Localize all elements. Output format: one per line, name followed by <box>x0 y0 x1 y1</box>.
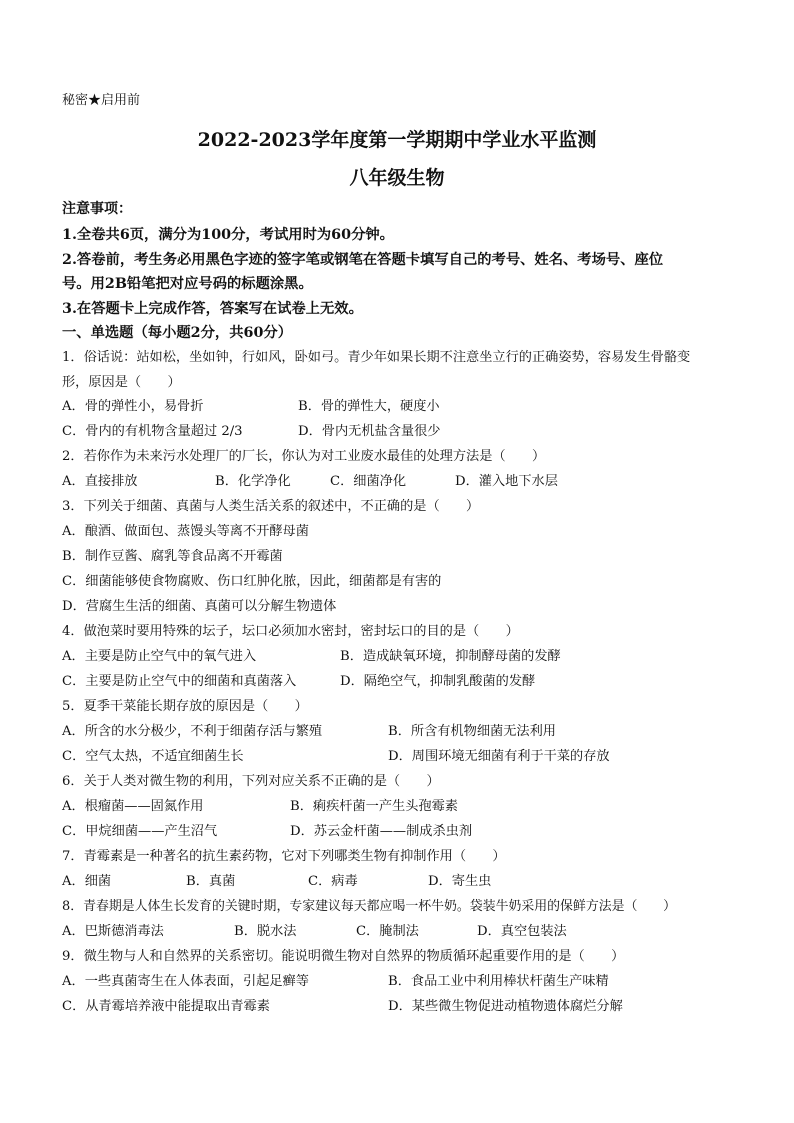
option-d: D．寄生虫 <box>428 874 492 889</box>
question-stem: 1．俗话说：站如松，坐如钟，行如风，卧如弓。青少年如果长期不注意坐立行的正确姿势，容易发生骨骼变 <box>62 350 691 365</box>
option-c: C．主要是防止空气中的细菌和真菌落入 <box>62 674 297 689</box>
question-stem: 3．下列关于细菌、真菌与人类生活关系的叙述中，不正确的是（ ） <box>62 499 480 514</box>
option-a: A．细菌 <box>62 874 112 889</box>
option-b: B．制作豆酱、腐乳等食品离不开霉菌 <box>62 549 283 564</box>
notice-item: 3.在答题卡上完成作答，答案写在试卷上无效。 <box>62 301 363 317</box>
notice-item: 号。用2B铅笔把对应号码的标题涂黑。 <box>62 276 313 292</box>
question-stem: 5．夏季干菜能长期存放的原因是（ ） <box>62 699 308 714</box>
option-b: B．痢疾杆菌一产生头孢霉素 <box>290 799 458 814</box>
question-stem: 4．做泡菜时要用特殊的坛子，坛口必须加水密封，密封坛口的目的是（ ） <box>62 624 519 639</box>
option-a: A．根瘤菌——固氮作用 <box>62 799 204 814</box>
option-a: A．一些真菌寄生在人体表面，引起足癣等 <box>62 974 309 989</box>
question-stem: 形，原因是（ ） <box>62 375 181 390</box>
notice-heading: 注意事项： <box>62 201 132 217</box>
question-stem: 8．青春期是人体生长发育的关键时期，专家建议每天都应喝一杯牛奶。袋装牛奶采用的保鲜方法是（ ） <box>62 899 677 914</box>
option-c: C．骨内的有机物含量超过 2/3 <box>62 424 243 439</box>
notice-item: 1.全卷共6页，满分为100分，考试用时为60分钟。 <box>62 227 394 243</box>
notice-item: 2.答卷前，考生务必用黑色字迹的签字笔或钢笔在答题卡填写自己的考号、姓名、考场号、座位 <box>62 252 664 268</box>
exam-title: 2022-2023学年度第一学期期中学业水平监测 <box>197 129 597 151</box>
option-a: A．主要是防止空气中的氧气进入 <box>62 649 257 664</box>
option-b: B．骨的弹性大，硬度小 <box>298 399 440 414</box>
option-d: D．隔绝空气，抑制乳酸菌的发酵 <box>340 674 536 689</box>
question-stem: 6．关于人类对微生物的利用，下列对应关系不正确的是（ ） <box>62 774 440 789</box>
option-b: B．所含有机物细菌无法利用 <box>388 724 556 739</box>
question-stem: 7．青霉素是一种著名的抗生素药物，它对下列哪类生物有抑制作用（ ） <box>62 849 506 864</box>
option-c: C．甲烷细菌——产生沼气 <box>62 824 218 839</box>
option-b: B．真菌 <box>186 874 236 889</box>
question-stem: 9．微生物与人和自然界的关系密切。能说明微生物对自然界的物质循环起重要作用的是（ ） <box>62 949 625 964</box>
option-d: D．周围环境无细菌有利于干菜的存放 <box>388 749 610 764</box>
question-stem: 2．若你作为未来污水处理厂的厂长，你认为对工业废水最佳的处理方法是（ ） <box>62 449 546 464</box>
option-c: C．腌制法 <box>356 924 419 939</box>
option-a: A．直接排放 <box>62 474 138 489</box>
option-d: D．骨内无机盐含量很少 <box>298 424 441 439</box>
option-d: D．苏云金杆菌——制成杀虫剂 <box>290 824 473 839</box>
option-b: B．化学净化 <box>215 474 291 489</box>
exam-subject: 八年级生物 <box>349 167 445 189</box>
option-d: D．真空包装法 <box>477 924 567 939</box>
option-c: C．细菌能够使食物腐败、伤口红肿化脓，因此，细菌都是有害的 <box>62 574 442 589</box>
option-a: A．酿酒、做面包、蒸馒头等离不开酵母菌 <box>62 524 309 539</box>
option-b: B．食品工业中利用棒状杆菌生产味精 <box>388 974 609 989</box>
option-a: A．骨的弹性小，易骨折 <box>62 399 204 414</box>
option-b: B．造成缺氧环境，抑制酵母菌的发酵 <box>340 649 561 664</box>
option-d: D．营腐生生活的细菌、真菌可以分解生物遗体 <box>62 599 337 614</box>
confidential-label: 秘密★启用前 <box>62 93 141 108</box>
option-a: A．巴斯德消毒法 <box>62 924 164 939</box>
option-c: C．细菌净化 <box>330 474 407 489</box>
option-b: B．脱水法 <box>234 924 297 939</box>
option-c: C．从青霉培养液中能提取出青霉素 <box>62 999 270 1014</box>
option-d: D．某些微生物促进动植物遗体腐烂分解 <box>388 999 623 1014</box>
option-c: C．空气太热，不适宜细菌生长 <box>62 749 244 764</box>
option-d: D．灌入地下水层 <box>455 474 558 489</box>
section-title: 一、单选题（每小题2分，共60分） <box>62 325 292 341</box>
option-a: A．所含的水分极少，不利于细菌存活与繁殖 <box>62 724 323 739</box>
option-c: C．病毒 <box>308 874 358 889</box>
